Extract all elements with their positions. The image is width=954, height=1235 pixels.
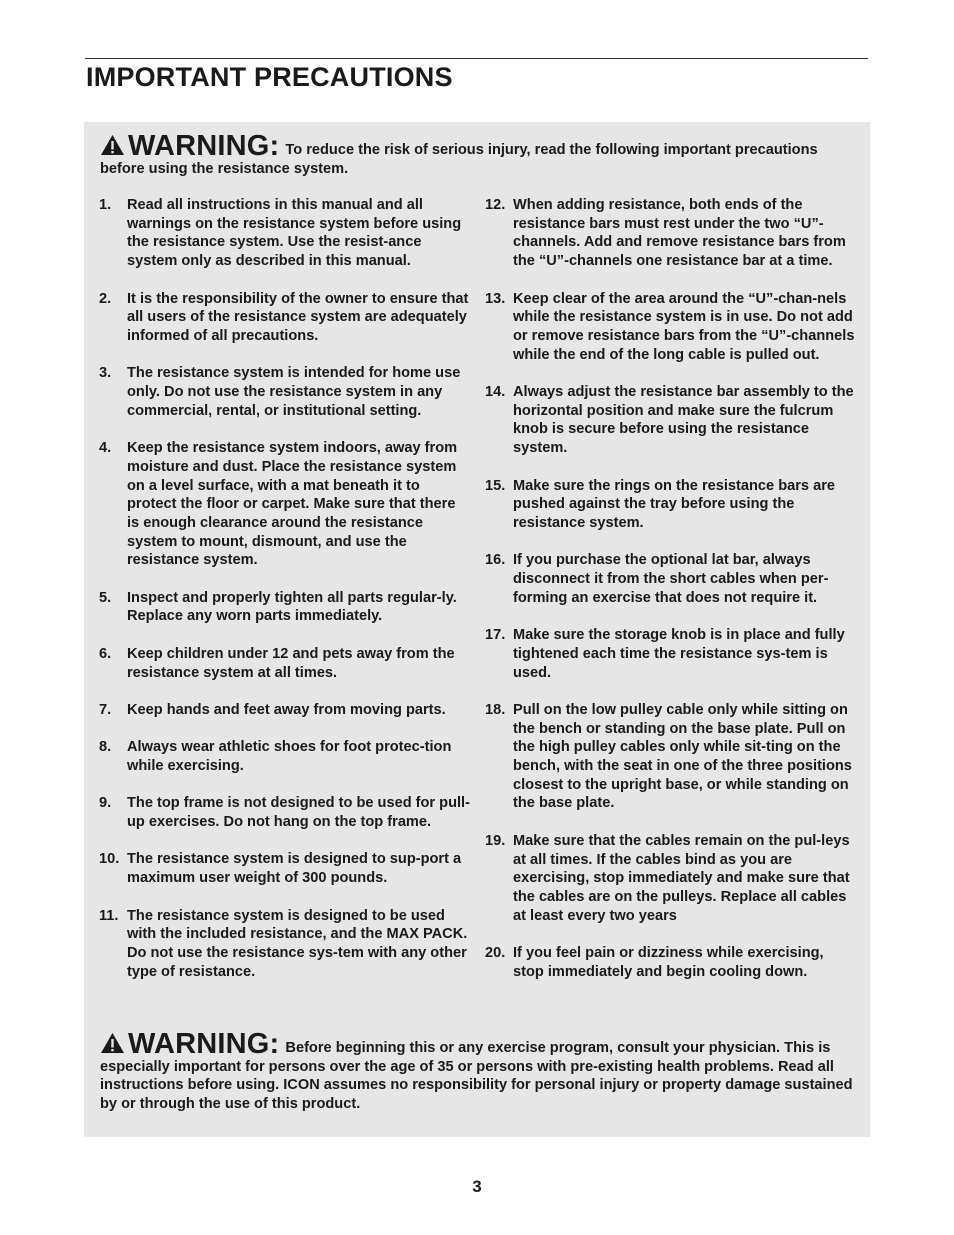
precaution-item: [99, 738, 471, 775]
item-number: 6.: [99, 645, 112, 662]
warning-bottom-text: Before beginning this or any exercise program, consult your physician. This is especially important for persons over the age of 35 or persons with pre-existing health problems. Read all instructions before using. ICON assumes no responsibility for personal injury or property damage sustained by or through the use of this product.: [100, 1040, 853, 1112]
item-number: 1.: [99, 197, 112, 213]
precaution-item: [99, 439, 471, 570]
item-text: If you purchase the optional lat bar, always disconnect it from the short cables when per-forming an exercise that does not require it.: [513, 552, 829, 606]
item-text: When adding resistance, both ends of the resistance bars must rest under the two “U”-channels. Add and remove resistance bars from the “U”-channels one resistance bar at a time.: [513, 197, 846, 270]
item-number: 8.: [99, 739, 112, 756]
item-text: The top frame is not designed to be used for pull-up exercises. Do not hang on the top frame.: [127, 795, 470, 831]
item-text: Inspect and properly tighten all parts regular-ly. Replace any worn parts immediately.: [127, 589, 457, 625]
item-number: 19.: [485, 832, 506, 849]
precaution-item: [485, 944, 857, 981]
precaution-item: [485, 196, 857, 271]
page-number: 3: [472, 1177, 482, 1196]
item-text: The resistance system is designed to be used with the included resistance, and the MAX PACK. Do not use the resistance sys-tem with any other type of resistance.: [127, 907, 468, 980]
item-text: The resistance system is intended for home use only. Do not use the resistance system in any commercial, rental, or institutional setting.: [127, 365, 461, 419]
item-text: The resistance system is designed to sup-port a maximum user weight of 300 pounds.: [127, 851, 462, 887]
precaution-item: [99, 364, 471, 420]
item-text: Make sure the storage knob is in place and fully tightened each time the resistance sys-tem is used.: [513, 627, 845, 681]
item-text: Always adjust the resistance bar assembly to the horizontal position and make sure the fulcrum knob is secure before using the resistance system.: [513, 384, 854, 457]
precaution-item: [99, 196, 471, 271]
item-text: If you feel pain or dizziness while exercising, stop immediately and begin cooling down.: [513, 945, 824, 980]
precaution-item: [485, 477, 857, 533]
item-text: Always wear athletic shoes for foot protec-tion while exercising.: [127, 739, 452, 774]
item-number: 11.: [99, 907, 119, 924]
warning-top-heading: WARNING:: [128, 130, 280, 162]
item-number: 5.: [99, 589, 112, 606]
item-text: Make sure the rings on the resistance bars are pushed against the tray before using the resistance system.: [513, 477, 836, 531]
precaution-item: [485, 701, 857, 813]
precautions-right-column: [485, 196, 857, 1000]
warning-top-text: To reduce the risk of serious injury, read the following important precautions before using the resistance system.: [100, 142, 818, 177]
item-text: Keep clear of the area around the “U”-chan-nels while the resistance system is in use. Do not add or remove resistance bars from the “U”-channels while the end of the long cable is pulled out.: [513, 290, 855, 363]
item-text: Keep hands and feet away from moving parts.: [127, 701, 446, 718]
warning-bottom: [100, 1028, 856, 1113]
precautions-left-column: [99, 196, 471, 1000]
precaution-item: [99, 701, 471, 720]
precautions-panel: [84, 122, 870, 1137]
item-number: 7.: [99, 701, 112, 718]
precaution-item: [99, 589, 471, 626]
precaution-item: [99, 290, 471, 346]
precaution-item: [485, 290, 857, 365]
item-number: 3.: [99, 365, 112, 382]
precaution-item: [485, 626, 857, 682]
item-text: It is the responsibility of the owner to ensure that all users of the resistance system are adequately informed of all precautions.: [127, 290, 469, 344]
item-number: 20.: [485, 945, 506, 961]
item-text: Keep the resistance system indoors, away from moisture and dust. Place the resistance system on a level surface, with a mat beneath it to protect the floor or carpet. Make sure that there is enough clearance around the resistance system to mount, dismount, and use the resistance system.: [127, 440, 458, 569]
item-number: 17.: [485, 627, 506, 644]
warning-top: [100, 130, 856, 178]
item-number: 16.: [485, 552, 506, 569]
item-number: 9.: [99, 795, 112, 812]
item-number: 13.: [485, 290, 506, 307]
item-text: Make sure that the cables remain on the pul-leys at all times. If the cables bind as you are exercising, stop immediately and make sure that the cables are on the pulleys. Replace all cables at least every two years: [513, 832, 850, 924]
precaution-item: [485, 551, 857, 607]
item-number: 18.: [485, 701, 506, 718]
item-text: Read all instructions in this manual and all warnings on the resistance system before using the resistance system. Use the resist-ance system only as described in this manual.: [127, 197, 462, 270]
precaution-item: [99, 794, 471, 831]
item-number: 12.: [485, 197, 506, 213]
warning-triangle-icon: [100, 1032, 125, 1054]
item-number: 4.: [99, 440, 112, 457]
precaution-item: [485, 383, 857, 458]
precaution-item: [485, 832, 857, 926]
item-number: 10.: [99, 851, 120, 868]
item-text: Pull on the low pulley cable only while sitting on the bench or standing on the base plate. Pull on the high pulley cables only while sit-ting on the bench, with the seat in one of the three positions closest to the upright base, or while standing on the base plate.: [513, 701, 852, 812]
item-number: 15.: [485, 477, 506, 494]
item-number: 2.: [99, 290, 112, 307]
precaution-item: [99, 645, 471, 682]
item-number: 14.: [485, 384, 506, 400]
precaution-item: [99, 907, 471, 982]
warning-triangle-icon: [100, 134, 125, 156]
item-text: Keep children under 12 and pets away from the resistance system at all times.: [127, 645, 455, 681]
top-rule: [85, 58, 868, 59]
precaution-item: [99, 850, 471, 887]
warning-bottom-heading: WARNING:: [128, 1028, 280, 1060]
page-title: IMPORTANT PRECAUTIONS: [86, 62, 453, 92]
